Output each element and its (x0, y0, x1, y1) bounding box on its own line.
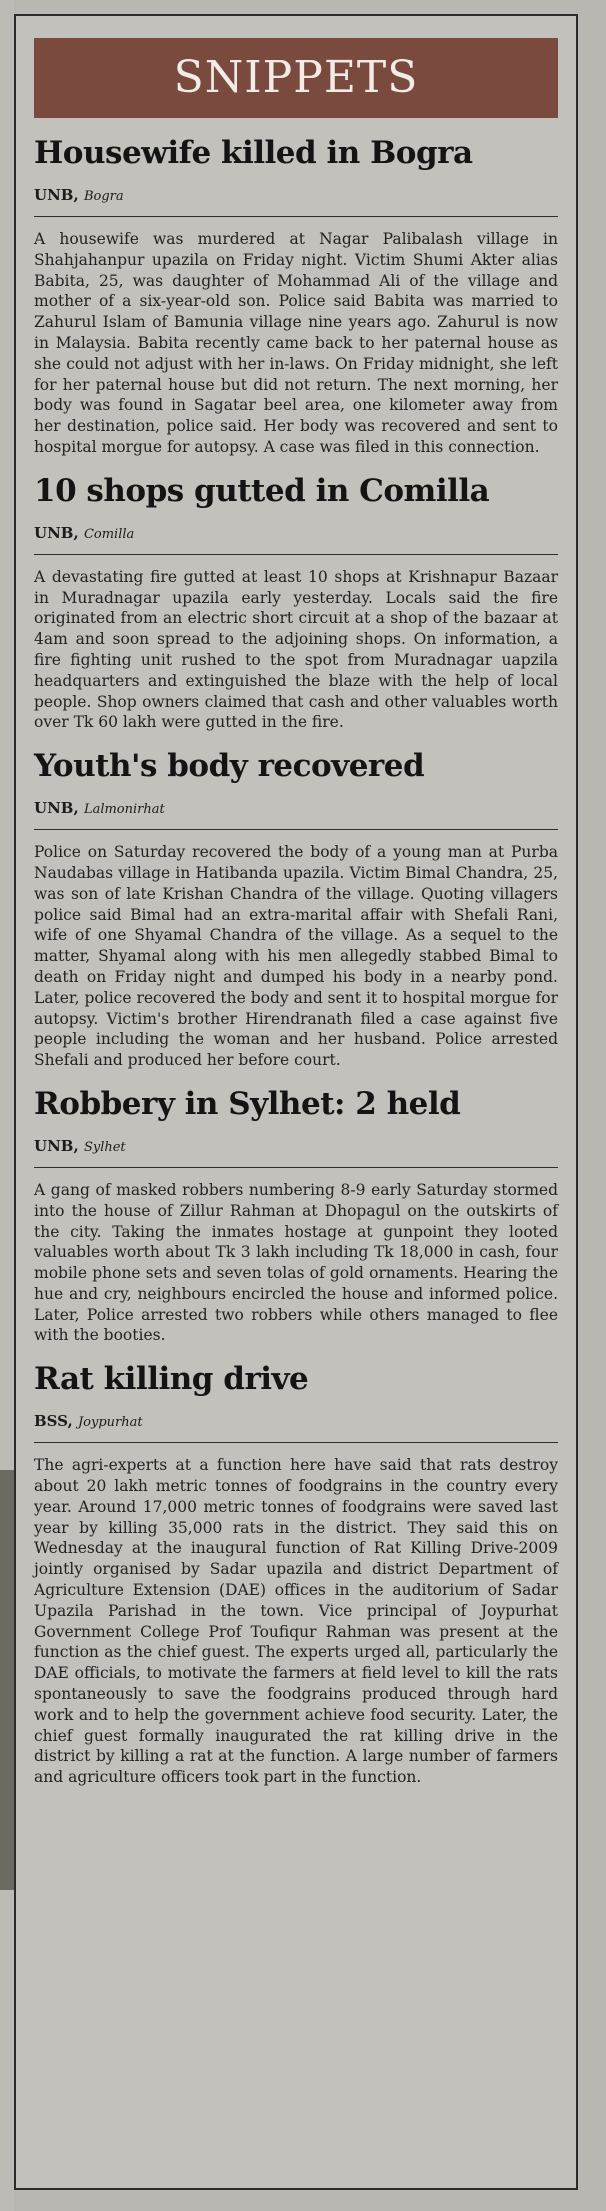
byline-agency: BSS, (34, 1412, 73, 1431)
story-body: Police on Saturday recovered the body of a young man at Purba Naudabas village in Hatibanda upazila. Victim Bimal Chandra, 25, was son of late Krishan Chandra of the village. Quoting villagers police said Bimal had an extra-marital affair with Shefali Rani, wife of one Shyamal Chandra of the village. As a sequel to the matter, Shyamal along with his men allegedly stabbed Bimal to death on Friday night and dumped his body in a nearby pond. Later, police recovered the body and sent it to hospital morgue for autopsy. Victim's brother Hirendranath filed a case against five people including the woman and her husband. Police arrested Shefali and produced her before court. (34, 843, 558, 1070)
byline-place: Bogra (83, 189, 124, 204)
story-body: A gang of masked robbers numbering 8-9 early Saturday stormed into the house of Zillur Rahman at Dhopagul on the outskirts of the city. Taking the inmates hostage at gunpoint they looted valuables worth about Tk 3 lakh including Tk 18,000 in cash, four mobile phone sets and seven tolas of gold ornaments. Hearing the hue and cry, neighbours encircled the house and informed police. Later, Police arrested two robbers while others managed to flee with the booties. (34, 1180, 558, 1345)
snippets-box (14, 14, 578, 2190)
story-body: The agri-experts at a function here have said that rats destroy about 20 lakh metric tonnes of foodgrains in the country every year. Around 17,000 metric tonnes of foodgrains were saved last year by killing 35,000 rats in the district. They said this on Wednesday at the inaugural function of Rat Killing Drive-2009 jointly organised by Sadar upazila and district Department of Agriculture Extension (DAE) offices in the auditorium of Sadar Upazila Parishad in the town. Vice principal of Joypurhat Government College Prof Toufiqur Rahman was present at the function as the chief guest. The experts urged all, particularly the DAE officials, to motivate the farmers at field level to kill the rats spontaneously to save the foodgrains produced through hard work and to help the government achieve food security. Later, the chief guest formally inaugurated the rat killing drive in the district by killing a rat at the function. A large number of farmers and agriculture officers took part in the function. (34, 1456, 558, 1787)
story-byline (34, 176, 558, 217)
story-byline (34, 1127, 558, 1168)
story-headline: Housewife killed in Bogra (34, 135, 473, 171)
story-shops-gutted (34, 468, 558, 733)
adjacent-photo-edge (0, 1470, 14, 1890)
adjacent-column-edge (0, 0, 14, 2211)
story-headline: Robbery in Sylhet: 2 held (34, 1085, 461, 1122)
byline-place: Sylhet (83, 1139, 126, 1155)
story-housewife-killed (34, 130, 558, 458)
byline-agency: UNB, (34, 523, 79, 542)
story-body: A devastating fire gutted at least 10 shops at Krishnapur Bazaar in Muradnagar upazila early yesterday. Locals said the fire originated from an electric short circuit at a shop of the bazaar at 4am and soon spread to the adjoining shops. On information, a fire fighting unit rushed to the spot from Muradnagar uapzila headquarters and extinguished the blaze with the help of local people. Shop owners claimed that cash and other valuables worth over Tk 60 lakh were gutted in the fire. (34, 567, 558, 732)
byline-place: Comilla (83, 526, 135, 542)
section-banner: SNIPPETS (34, 38, 558, 118)
story-byline (34, 514, 558, 555)
byline-agency: UNB, (34, 1136, 79, 1155)
story-robbery-sylhet (34, 1081, 558, 1346)
byline-agency: UNB, (34, 186, 79, 204)
byline-agency: UNB, (34, 799, 79, 818)
story-byline (34, 789, 558, 830)
story-byline (34, 1402, 558, 1443)
story-headline: Rat killing drive (34, 1361, 309, 1398)
story-headline: Youth's body recovered (34, 748, 425, 785)
story-body: A housewife was murdered at Nagar Palibalash village in Shahjahanpur upazila on Friday night. Victim Shumi Akter alias Babita, 25, was daughter of Mohammad Ali of the village and mother of a six-year-old son. Police said Babita was married to Zahurul Islam of Bamunia village nine years ago. Zahurul is now in Malaysia. Babita recently came back to her paternal house as she could not adjust with her in-laws. On Friday midnight, she left for her paternal house but did not return. The next morning, her body was found in Sagatar beel area, one kilometer away from her destination, police said. Her body was recovered and sent to hospital morgue for autopsy. A case was filed in this connection. (34, 230, 558, 456)
story-rat-killing (34, 1356, 558, 1788)
story-headline: 10 shops gutted in Comilla (34, 472, 490, 509)
byline-place: Joypurhat (77, 1415, 143, 1431)
byline-place: Lalmonirhat (83, 802, 165, 818)
story-youth-body (34, 743, 558, 1071)
